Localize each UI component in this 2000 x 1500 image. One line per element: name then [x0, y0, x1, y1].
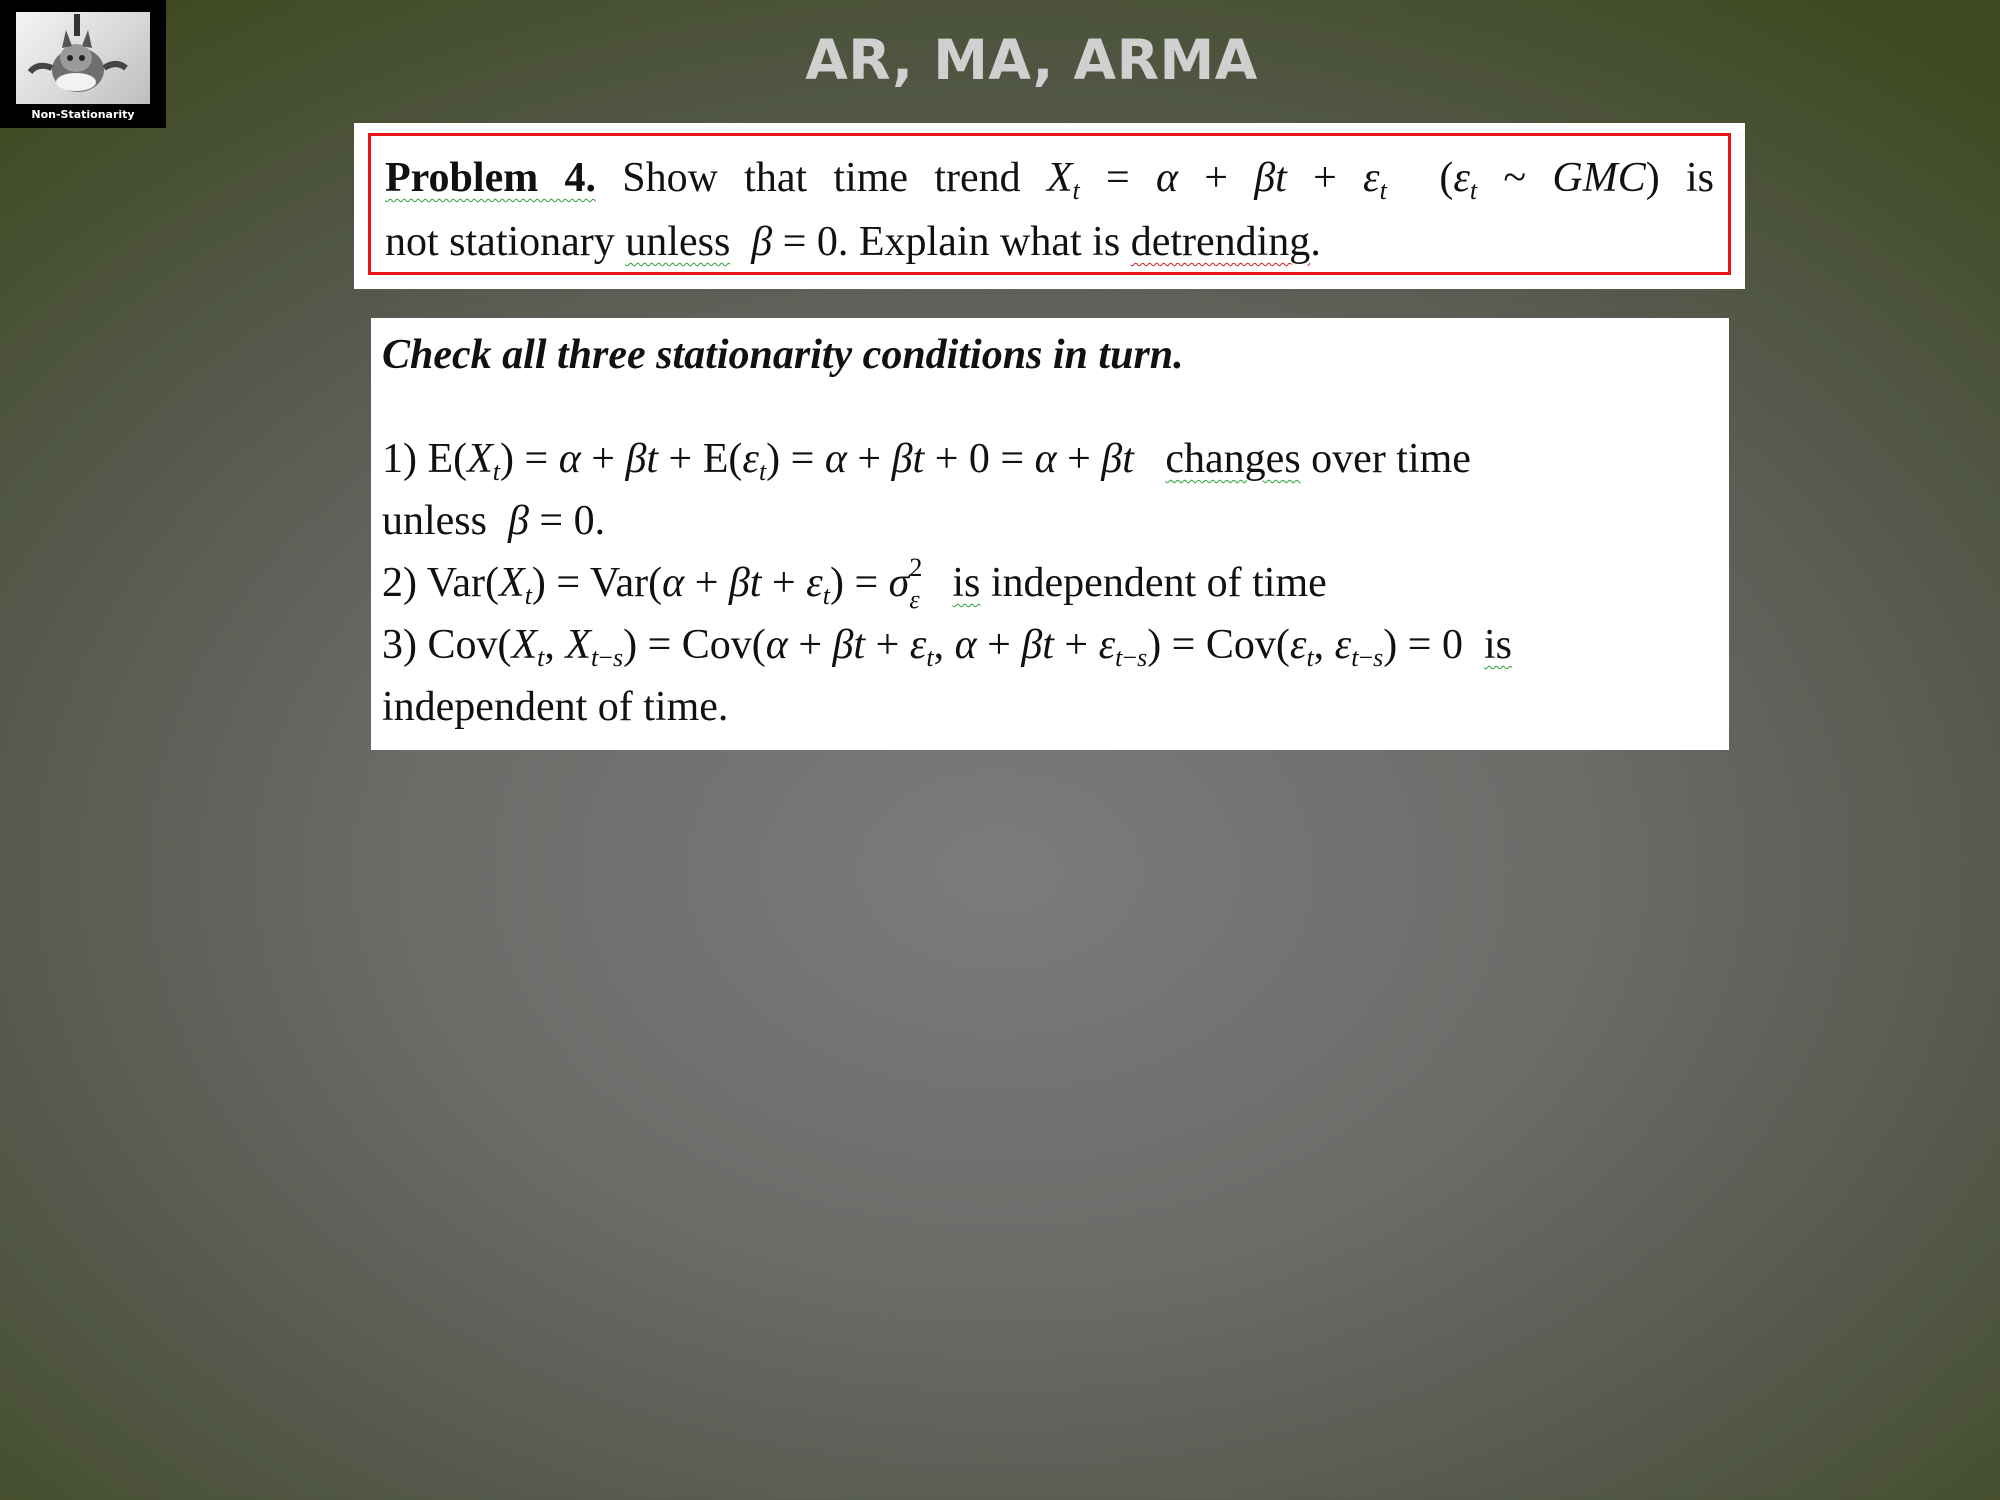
problem-line-1 [385, 146, 1714, 210]
condition-3-formula: 3) $Cov(X_t$, $X_{t-s}) = Cov(\alpha + \beta t + \varepsilon_t$, $\alpha + \beta t + \varepsilon_{t-s}) = Cov(\varepsilon_t$, $\varepsilon_{t-s}) = 0$ [382, 622, 1463, 672]
problem-text-period: . [1310, 219, 1321, 265]
problem-unless: unless [625, 219, 731, 265]
condition-1-cond: β = 0 [508, 498, 595, 544]
problem-detrending: detrending [1130, 219, 1311, 265]
problem-text-prefix: not stationary [385, 219, 615, 265]
condition-3 [382, 614, 1719, 676]
condition-1-rest: over time [1311, 436, 1471, 482]
condition-1-changes: changes [1165, 436, 1301, 482]
solution-box [371, 318, 1729, 750]
solution-heading: Check all three stationarity conditions in turn. [382, 332, 1184, 378]
problem-condition: β = 0 [751, 219, 838, 265]
condition-2 [382, 552, 1719, 614]
condition-2-formula: 2) $Var(X_t) = Var(\alpha + \beta t + \varepsilon_t) = \sigma$ 2 ε [382, 553, 923, 614]
condition-3-is: is [1483, 622, 1512, 668]
problem-label: Problem 4. [385, 155, 596, 201]
condition-3-cont: independent of time. [382, 684, 729, 730]
problem-frame [368, 133, 1731, 275]
problem-formula: $X_t = \alpha + \beta t + \varepsilon_t$ ($\varepsilon_t$ ~ GMC) [1046, 155, 1660, 205]
condition-1 [382, 428, 1719, 490]
condition-1-unless: unless [382, 498, 487, 544]
condition-2-is: is [952, 560, 981, 606]
logo-caption: Non-Stationarity [31, 108, 135, 121]
problem-text: Show that time trend [622, 155, 1021, 201]
condition-1-period: . [594, 498, 606, 544]
problem-statement-box [354, 123, 1745, 289]
problem-line-2 [385, 210, 1714, 274]
condition-2-rest: independent of time [990, 560, 1327, 606]
slide-title: AR, MA, ARMA [805, 28, 1258, 92]
problem-text-end: is [1685, 155, 1714, 201]
condition-1-cont [382, 490, 1719, 552]
condition-1-formula: 1) $E(X_t) = \alpha + \beta t + E(\varepsilon_t) = \alpha + \beta t + 0 = \alpha + \beta t$ [382, 436, 1134, 486]
problem-text-middle: . Explain what is [837, 219, 1121, 265]
